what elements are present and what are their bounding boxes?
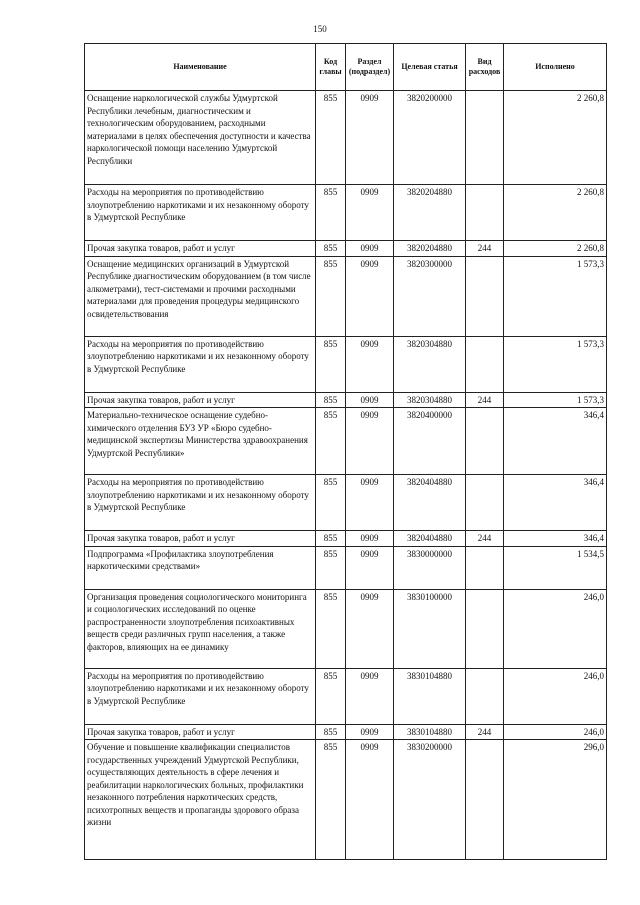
cell-kod: 855 bbox=[316, 336, 346, 392]
table-row bbox=[85, 91, 607, 185]
cell-razdel: 0909 bbox=[346, 241, 394, 257]
cell-kod: 855 bbox=[316, 475, 346, 531]
cell-vid bbox=[466, 589, 504, 668]
cell-statya: 3830104880 bbox=[394, 724, 466, 740]
table-row bbox=[85, 336, 607, 392]
table-row bbox=[85, 531, 607, 547]
cell-statya: 3820404880 bbox=[394, 531, 466, 547]
cell-vid bbox=[466, 740, 504, 860]
header-ispolneno: Исполнено bbox=[504, 44, 607, 91]
cell-kod: 855 bbox=[316, 256, 346, 336]
header-statya: Целевая статья bbox=[394, 44, 466, 91]
cell-razdel: 0909 bbox=[346, 668, 394, 724]
cell-ispolneno: 296,0 bbox=[504, 740, 607, 860]
cell-statya: 3830200000 bbox=[394, 740, 466, 860]
cell-name: Оснащение медицинских организаций в Удмуртской Республике диагностическим оборудованием (в том числе алкометрами), тест-системами и прочими расходными материалами для проведения процедуры медицинского освидетельствования bbox=[85, 256, 316, 336]
cell-razdel: 0909 bbox=[346, 256, 394, 336]
cell-vid: 244 bbox=[466, 724, 504, 740]
cell-razdel: 0909 bbox=[346, 336, 394, 392]
table-row bbox=[85, 589, 607, 668]
cell-name: Материально-техническое оснащение судебно-химического отделения БУЗ УР «Бюро судебно-медицинской экспертизы Министерства здравоохранения Удмуртской Республики» bbox=[85, 408, 316, 475]
cell-name: Обучение и повышение квалификации специалистов государственных учреждений Удмуртской Республики, осуществляющих деятельность в сфере лечения и реабилитации наркологических больных, профилактики незаконного потребления наркотических средств, психотропных веществ и пропаганды здорового образа жизни bbox=[85, 740, 316, 860]
cell-kod: 855 bbox=[316, 546, 346, 589]
cell-kod: 855 bbox=[316, 392, 346, 408]
cell-kod: 855 bbox=[316, 668, 346, 724]
cell-razdel: 0909 bbox=[346, 724, 394, 740]
cell-kod: 855 bbox=[316, 408, 346, 475]
cell-ispolneno: 1 573,3 bbox=[504, 392, 607, 408]
cell-razdel: 0909 bbox=[346, 185, 394, 241]
table-row bbox=[85, 392, 607, 408]
cell-name: Подпрограмма «Профилактика злоупотребления наркотическими средствами» bbox=[85, 546, 316, 589]
cell-ispolneno: 246,0 bbox=[504, 589, 607, 668]
table-row bbox=[85, 724, 607, 740]
cell-kod: 855 bbox=[316, 724, 346, 740]
cell-name: Оснащение наркологической службы Удмуртской Республики лечебным, диагностическим и технологическим оборудованием, расходными материалами в целях обеспечения доступности и качества наркологической помощи населению Удмуртской Республики bbox=[85, 91, 316, 185]
cell-name: Прочая закупка товаров, работ и услуг bbox=[85, 392, 316, 408]
cell-statya: 3820404880 bbox=[394, 475, 466, 531]
cell-vid bbox=[466, 336, 504, 392]
table-row bbox=[85, 185, 607, 241]
table-row bbox=[85, 740, 607, 860]
cell-razdel: 0909 bbox=[346, 408, 394, 475]
cell-ispolneno: 246,0 bbox=[504, 724, 607, 740]
cell-vid bbox=[466, 668, 504, 724]
cell-ispolneno: 1 573,3 bbox=[504, 336, 607, 392]
cell-kod: 855 bbox=[316, 531, 346, 547]
cell-vid bbox=[466, 408, 504, 475]
cell-vid bbox=[466, 185, 504, 241]
cell-name: Прочая закупка товаров, работ и услуг bbox=[85, 724, 316, 740]
table-row bbox=[85, 256, 607, 336]
cell-statya: 3830100000 bbox=[394, 589, 466, 668]
cell-razdel: 0909 bbox=[346, 531, 394, 547]
cell-kod: 855 bbox=[316, 185, 346, 241]
cell-vid: 244 bbox=[466, 241, 504, 257]
table-row bbox=[85, 546, 607, 589]
cell-razdel: 0909 bbox=[346, 392, 394, 408]
cell-name: Расходы на мероприятия по противодействию злоупотреблению наркотиками и их незаконному обороту в Удмуртской Республике bbox=[85, 475, 316, 531]
cell-ispolneno: 346,4 bbox=[504, 531, 607, 547]
cell-razdel: 0909 bbox=[346, 475, 394, 531]
cell-ispolneno: 2 260,8 bbox=[504, 91, 607, 185]
cell-name: Прочая закупка товаров, работ и услуг bbox=[85, 531, 316, 547]
table-row bbox=[85, 668, 607, 724]
cell-vid: 244 bbox=[466, 392, 504, 408]
cell-ispolneno: 2 260,8 bbox=[504, 241, 607, 257]
cell-name: Расходы на мероприятия по противодействию злоупотреблению наркотиками и их незаконному обороту в Удмуртской Республике bbox=[85, 668, 316, 724]
cell-vid bbox=[466, 475, 504, 531]
table-row bbox=[85, 475, 607, 531]
table-row bbox=[85, 241, 607, 257]
header-kod: Код главы bbox=[316, 44, 346, 91]
cell-vid bbox=[466, 546, 504, 589]
table-body bbox=[85, 91, 607, 860]
budget-table bbox=[84, 43, 607, 860]
header-name: Наименование bbox=[85, 44, 316, 91]
table-row bbox=[85, 408, 607, 475]
cell-razdel: 0909 bbox=[346, 589, 394, 668]
cell-statya: 3820204880 bbox=[394, 185, 466, 241]
cell-razdel: 0909 bbox=[346, 546, 394, 589]
table-header-row bbox=[85, 44, 607, 91]
cell-vid bbox=[466, 256, 504, 336]
cell-statya: 3820300000 bbox=[394, 256, 466, 336]
cell-name: Прочая закупка товаров, работ и услуг bbox=[85, 241, 316, 257]
cell-statya: 3820204880 bbox=[394, 241, 466, 257]
cell-razdel: 0909 bbox=[346, 740, 394, 860]
page-number: 150 bbox=[313, 24, 327, 34]
cell-statya: 3820304880 bbox=[394, 392, 466, 408]
cell-kod: 855 bbox=[316, 241, 346, 257]
cell-ispolneno: 246,0 bbox=[504, 668, 607, 724]
cell-statya: 3820200000 bbox=[394, 91, 466, 185]
cell-statya: 3820400000 bbox=[394, 408, 466, 475]
cell-kod: 855 bbox=[316, 740, 346, 860]
cell-ispolneno: 346,4 bbox=[504, 475, 607, 531]
cell-statya: 3820304880 bbox=[394, 336, 466, 392]
cell-kod: 855 bbox=[316, 589, 346, 668]
cell-vid: 244 bbox=[466, 531, 504, 547]
cell-name: Расходы на мероприятия по противодействию злоупотреблению наркотиками и их незаконному обороту в Удмуртской Республике bbox=[85, 185, 316, 241]
cell-vid bbox=[466, 91, 504, 185]
cell-ispolneno: 346,4 bbox=[504, 408, 607, 475]
cell-razdel: 0909 bbox=[346, 91, 394, 185]
cell-ispolneno: 2 260,8 bbox=[504, 185, 607, 241]
cell-statya: 3830104880 bbox=[394, 668, 466, 724]
header-vid: Вид расходов bbox=[466, 44, 504, 91]
cell-ispolneno: 1 534,5 bbox=[504, 546, 607, 589]
cell-kod: 855 bbox=[316, 91, 346, 185]
cell-statya: 3830000000 bbox=[394, 546, 466, 589]
cell-ispolneno: 1 573,3 bbox=[504, 256, 607, 336]
cell-name: Организация проведения социологического мониторинга и социологических исследований по оценке распространенности злоупотребления психоактивных веществ среди различных групп населения, а также факторов, влияющих на ее динамику bbox=[85, 589, 316, 668]
cell-name: Расходы на мероприятия по противодействию злоупотреблению наркотиками и их незаконному обороту в Удмуртской Республике bbox=[85, 336, 316, 392]
header-razdel: Раздел (подраздел) bbox=[346, 44, 394, 91]
